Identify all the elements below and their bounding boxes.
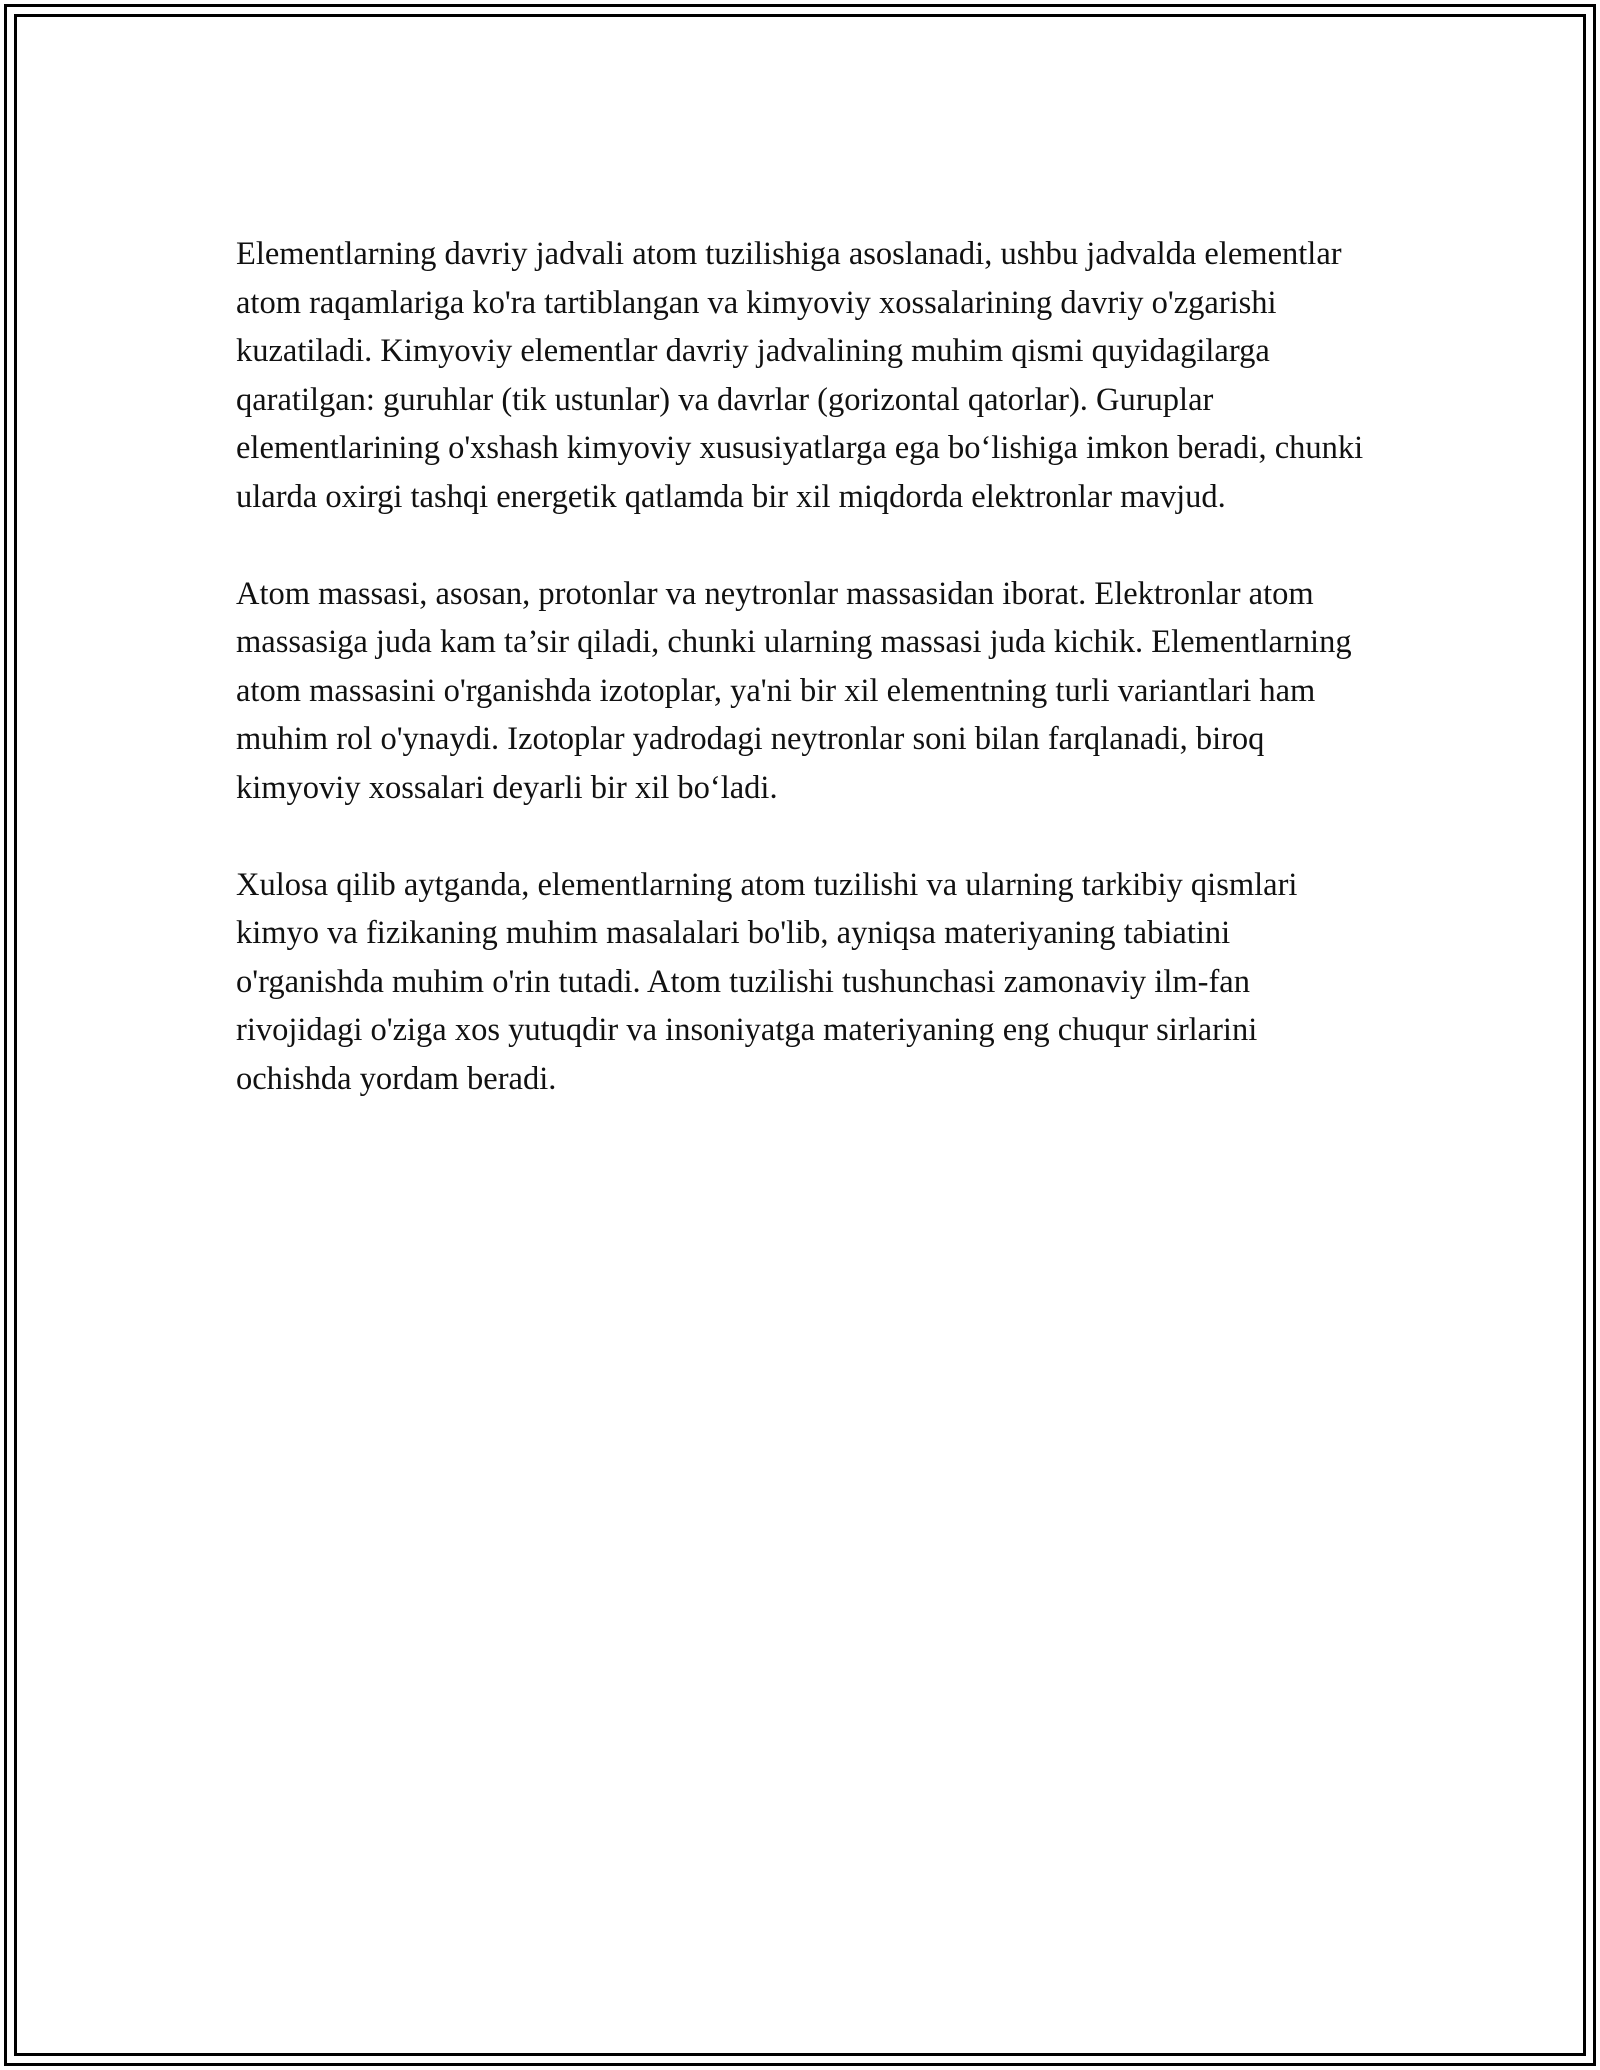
document-body bbox=[236, 230, 1376, 1152]
paragraph-periodic-table: Elementlarning davriy jadvali atom tuzilishiga asoslanadi, ushbu jadvalda elementlar atom raqamlariga ko'ra tartiblangan va kimyoviy xossalarining davriy o'zgarishi kuzatiladi. Kimyoviy elementlar davriy jadvalining muhim qismi quyidagilarga qaratilgan: guruhlar (tik ustunlar) va davrlar (gorizontal qatorlar). Guruplar elementlarining o'xshash kimyoviy xususiyatlarga ega bo‘lishiga imkon beradi, chunki ularda oxirgi tashqi energetik qatlamda bir xil miqdorda elektronlar mavjud. bbox=[236, 236, 1364, 515]
paragraph-atomic-mass: Atom massasi, asosan, protonlar va neytronlar massasidan iborat. Elektronlar atom massasiga juda kam ta’sir qiladi, chunki ularning massasi juda kichik. Elementlarning atom massasini o'rganishda izotoplar, ya'ni bir xil elementning turli variantlari ham muhim rol o'ynaydi. Izotoplar yadrodagi neytronlar soni bilan farqlanadi, biroq kimyoviy xossalari deyarli bir xil bo‘ladi. bbox=[236, 575, 1352, 806]
paragraph-conclusion: Xulosa qilib aytganda, elementlarning atom tuzilishi va ularning tarkibiy qismlari kimyo va fizikaning muhim masalalari bo'lib, ayniqsa materiyaning tabiatini o'rganishda muhim o'rin tutadi. Atom tuzilishi tushunchasi zamonaviy ilm-fan rivojidagi o'ziga xos yutuqdir va insoniyatga materiyaning eng chuqur sirlarini ochishda yordam beradi. bbox=[236, 866, 1298, 1097]
